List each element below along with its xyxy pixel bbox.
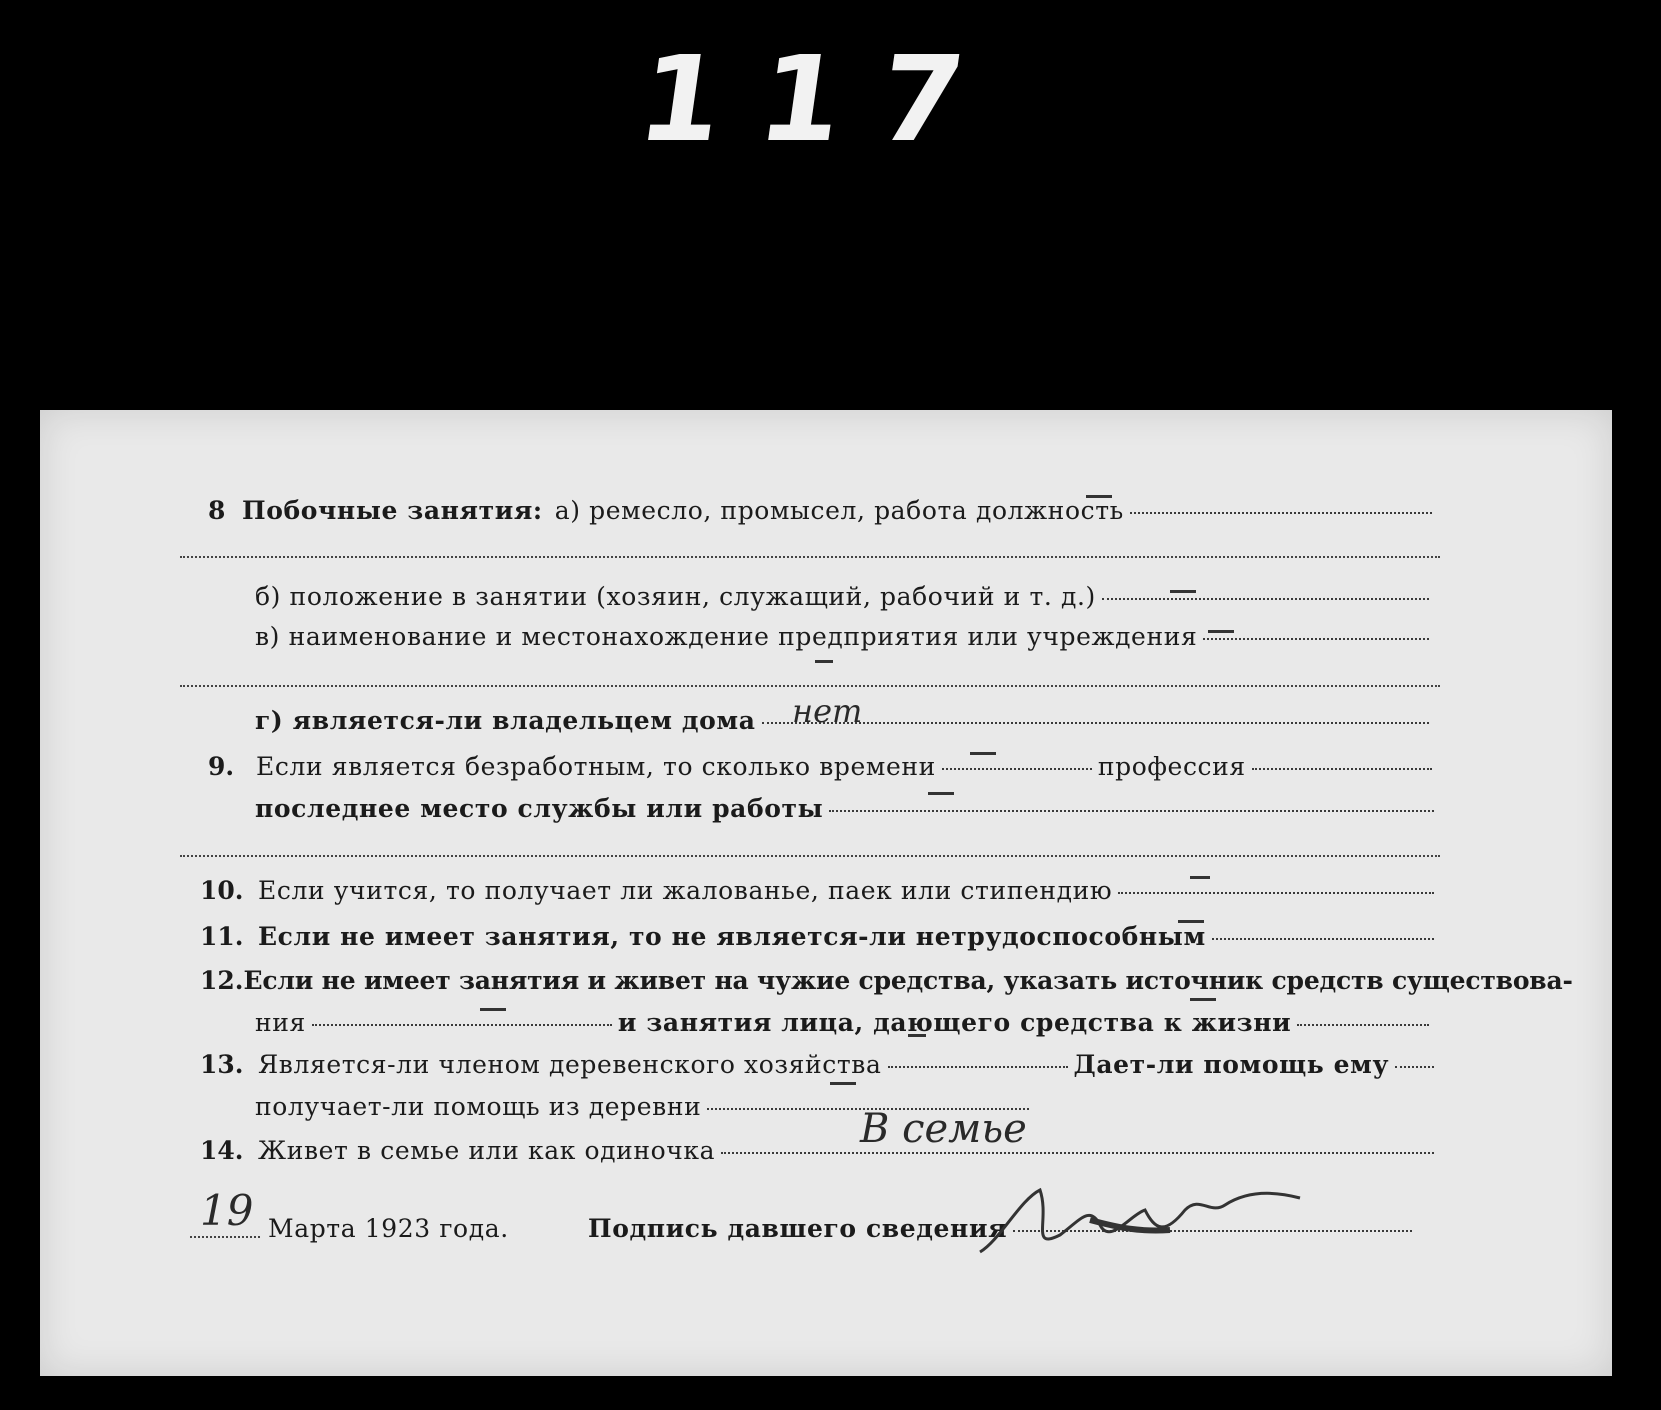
blank-rule [180,556,1440,558]
q8-v-row [255,622,1435,651]
census-card [40,410,1612,1376]
q14-field[interactable] [721,1152,1434,1154]
dash-mark [1190,876,1210,879]
dash-mark [1178,920,1204,923]
q9-label: Если является безработным, то сколько времени [256,752,936,781]
q10-field[interactable] [1118,892,1434,894]
footer-date [268,1214,509,1243]
footer-date-text: Марта 1923 года. [268,1214,509,1243]
q8-v-field[interactable] [1203,638,1429,640]
dash-mark [1086,495,1112,498]
dash-mark [970,752,996,755]
signature-label: Подпись давшего сведения [588,1214,1008,1243]
q8-b-field[interactable] [1102,598,1429,600]
dash-mark [908,1034,926,1037]
dash-mark [1208,630,1234,633]
q8-v-label: в) наименование и местонахождение предприятия или учреждения [255,622,1198,651]
q14-label: Живет в семье или как одиночка [258,1136,716,1165]
q9-number: 9. [208,752,235,781]
q10-label: Если учится, то получает ли жалованье, паек или стипендию [258,876,1113,905]
q9-profession-field[interactable] [1252,768,1432,770]
q12-label: Если не имеет занятия и живет на чужие средства, указать источник средств существова- [243,966,1573,995]
q9-lastplace-label: последнее место службы или работы [255,794,824,823]
q10-row [200,876,1440,905]
q10-number: 10. [200,876,244,905]
q11-label: Если не имеет занятия, то не является-ли нетрудоспособным [258,922,1206,951]
q9-profession-label: профессия [1097,752,1246,781]
frame-number: 117 [630,30,1011,168]
q8-a-label: а) ремесло, промысел, работа должность [554,496,1124,525]
q14-row [200,1136,1440,1165]
q14-number: 14. [200,1136,244,1165]
q14-answer: В семье [860,1106,1027,1152]
q9-lastplace-field[interactable] [829,810,1434,812]
q12-occupation-label: и занятия лица, дающего средства к жизни [617,1008,1292,1037]
q8-b-label: б) положение в занятии (хозяин, служащий, рабочий и т. д.) [255,582,1096,611]
q12-cont-row [255,1008,1435,1037]
dash-mark [928,792,954,795]
q8-a-field[interactable] [1130,512,1432,514]
q8-g-label: г) является-ли владельцем дома [255,706,756,735]
date-day: 19 [200,1186,254,1235]
q12-source-field[interactable] [312,1024,612,1026]
blank-rule [180,685,1440,687]
dash-mark [1170,590,1196,593]
q12-number: 12. [200,966,244,995]
q9-row [208,752,1438,781]
q8-a-row [208,496,1438,525]
q8-b-row [255,582,1435,611]
q11-row [200,922,1440,951]
q9-time-field[interactable] [942,768,1092,770]
q12-row [200,966,1573,995]
q13-help-field[interactable] [1395,1066,1434,1068]
q11-field[interactable] [1212,938,1434,940]
q13-row [200,1050,1440,1079]
date-day-rule [190,1236,260,1238]
q9-lastplace-row [255,794,1440,823]
dash-mark [815,660,833,663]
q13-member-field[interactable] [888,1066,1068,1068]
q13-receive-label: получает-ли помощь из деревни [255,1092,702,1121]
q8-title: Побочные занятия: [242,496,543,525]
q8-number: 8 [208,496,226,525]
q13-number: 13. [200,1050,244,1079]
q8-g-answer: нет [792,692,863,730]
blank-rule [180,855,1440,857]
q13-help-label: Дает-ли помощь ему [1073,1050,1390,1079]
dash-mark [830,1082,856,1085]
dash-mark [1190,998,1216,1001]
q12-source-label: ния [255,1008,306,1037]
q13-label: Является-ли членом деревенского хозяйства [258,1050,882,1079]
handwritten-signature [970,1180,1310,1270]
dash-mark [480,1008,506,1011]
q12-occupation-field[interactable] [1297,1024,1429,1026]
q11-number: 11. [200,922,244,951]
